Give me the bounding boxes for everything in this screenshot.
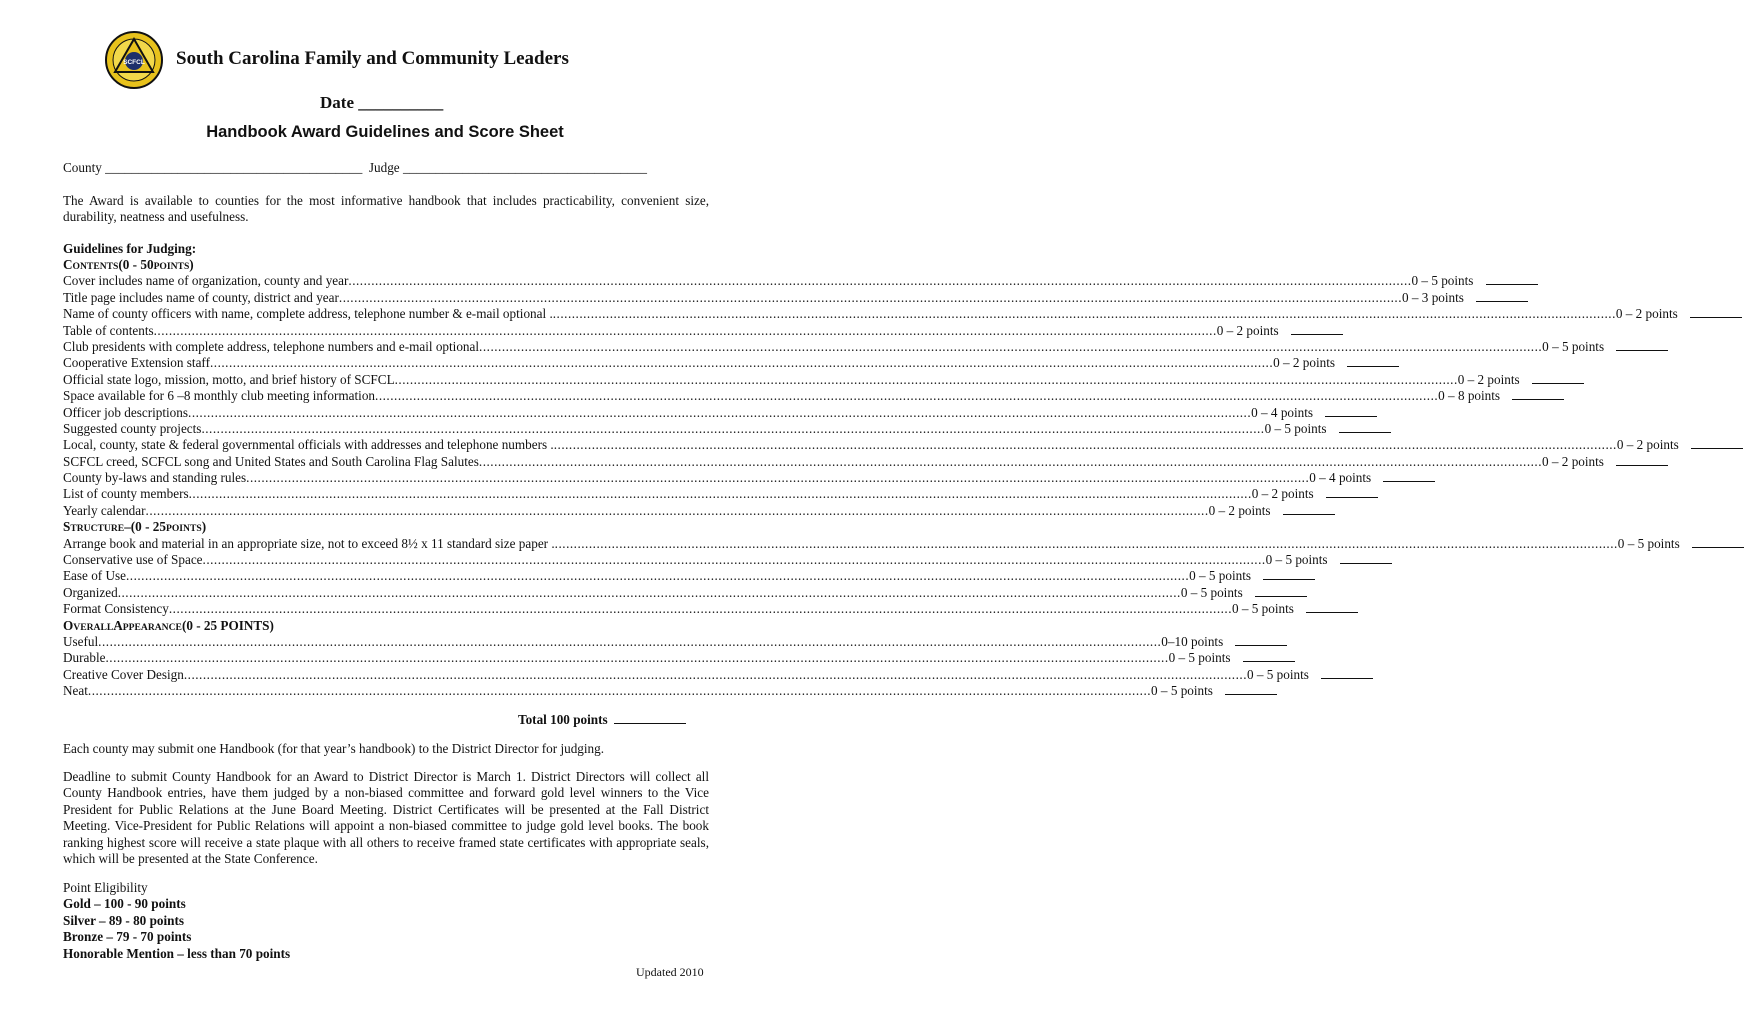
points-range: 0 – 5 points	[1232, 601, 1294, 617]
score-blank[interactable]	[1243, 650, 1295, 662]
score-blank[interactable]	[1325, 405, 1377, 417]
intro-paragraph: The Award is available to counties for the most informative handbook that includes practicability, convenient size, durability, neatness and usefulness.	[63, 193, 709, 225]
dot-leader	[88, 683, 1151, 699]
points-range: 0 – 5 points	[1264, 420, 1327, 436]
dot-leader	[203, 552, 1266, 568]
score-row	[63, 388, 1501, 404]
section-heading-part: PPEARANCE	[122, 621, 182, 633]
score-row	[63, 306, 1678, 322]
score-row	[63, 486, 1314, 502]
dot-leader	[188, 405, 1251, 421]
dot-leader	[395, 372, 1458, 388]
dot-leader	[184, 667, 1247, 683]
section-heading-part: (0 - 50	[118, 257, 154, 272]
score-row	[63, 322, 1279, 339]
points-range: 0 – 2 points	[1216, 322, 1279, 338]
score-blank[interactable]	[1616, 454, 1668, 466]
points-range: 0 – 2 points	[1457, 371, 1520, 387]
criterion-label: List of county members	[63, 486, 189, 502]
dot-leader	[169, 601, 1232, 617]
score-blank[interactable]	[1486, 273, 1538, 285]
county-judge-fields[interactable]: County _______________________________________ Judge _____________________________________	[63, 160, 647, 175]
scfcl-logo	[104, 30, 164, 90]
score-row	[63, 568, 1252, 584]
date-field[interactable]: Date __________	[320, 93, 444, 112]
points-range: 0 – 3 points	[1402, 289, 1464, 305]
points-range: 0 – 2 points	[1615, 306, 1678, 322]
criterion-label: Useful	[63, 633, 99, 649]
points-range: 0 – 2 points	[1273, 355, 1336, 371]
dot-leader	[201, 421, 1264, 437]
point-eligibility	[63, 880, 290, 962]
criterion-label: Organized	[63, 584, 118, 600]
points-range: 0 – 4 points	[1309, 470, 1372, 486]
score-row	[63, 650, 1231, 666]
total-label: Total 100 points	[518, 712, 608, 727]
criterion-label: Table of contents	[63, 322, 154, 338]
criterion-label: Name of county officers with name, complete address, telephone number & e-mail optional .	[63, 306, 553, 322]
dot-leader	[105, 650, 1168, 666]
score-blank[interactable]	[1340, 552, 1392, 564]
criterion-label: Club presidents with complete address, telephone numbers and e-mail optional	[63, 338, 480, 354]
points-range: 0 – 2 points	[1251, 486, 1314, 502]
score-row	[63, 338, 1605, 355]
criterion-label: SCFCL creed, SCFCL song and United States and South Carolina Flag Salutes	[63, 453, 479, 469]
criterion-label: Format Consistency	[63, 601, 169, 617]
criterion-label: Suggested county projects	[63, 420, 202, 436]
score-blank[interactable]	[1255, 585, 1307, 597]
dot-leader	[154, 323, 1217, 339]
eligibility-silver: Silver – 89 - 80 points	[63, 912, 185, 928]
score-row	[63, 371, 1520, 388]
submission-paragraph: Each county may submit one Handbook (for that year’s handbook) to the District Director for judging.	[63, 741, 605, 756]
points-range: 0 – 2 points	[1208, 502, 1271, 518]
logo-text: SCFCL	[123, 59, 145, 66]
score-row	[63, 683, 1213, 699]
points-range: 0 – 5 points	[1411, 273, 1474, 289]
total-blank[interactable]	[614, 712, 686, 724]
section-heading	[63, 257, 703, 273]
score-row	[63, 355, 1336, 371]
criterion-label: Neat	[63, 683, 88, 699]
score-row	[63, 552, 1328, 568]
section-heading-part: )	[189, 257, 194, 272]
section-heading-part: S	[63, 519, 71, 535]
dot-leader	[553, 306, 1616, 322]
section-heading-part: TRUCTURE	[70, 523, 125, 535]
score-row	[63, 420, 1327, 437]
dot-leader	[210, 355, 1273, 371]
criterion-label: Cooperative Extension staff	[63, 355, 210, 371]
score-blank[interactable]	[1532, 372, 1584, 384]
score-blank[interactable]	[1321, 667, 1373, 679]
points-range: 0 – 5 points	[1151, 683, 1213, 699]
score-row	[63, 502, 1271, 519]
score-row	[63, 535, 1680, 552]
score-row	[63, 601, 1294, 617]
score-table	[63, 257, 1680, 700]
points-range: 0 – 5 points	[1189, 568, 1252, 584]
dot-leader	[126, 568, 1189, 584]
criterion-label: Title page includes name of county, district and year	[63, 289, 339, 305]
dot-leader	[98, 634, 1161, 650]
score-blank[interactable]	[1692, 536, 1744, 548]
dot-leader	[554, 437, 1617, 453]
score-row	[63, 453, 1604, 470]
criterion-label: Durable	[63, 650, 106, 666]
points-range: 0–10 points	[1161, 633, 1224, 649]
dot-leader	[348, 273, 1411, 289]
criterion-label: Official state logo, mission, motto, and brief history of SCFCL	[63, 371, 395, 387]
criterion-label: Local, county, state & federal governmental officials with addresses and telephone numbers .	[63, 437, 554, 453]
score-row	[63, 470, 1372, 486]
score-blank[interactable]	[1512, 388, 1564, 400]
score-blank[interactable]	[1291, 323, 1343, 335]
criterion-label: Conservative use of Space	[63, 552, 203, 568]
section-heading-part: A	[113, 617, 123, 633]
score-row	[63, 404, 1314, 421]
page-title: Handbook Award Guidelines and Score Sheet	[206, 123, 564, 141]
score-blank[interactable]	[1235, 634, 1287, 646]
total-row	[518, 712, 686, 728]
dot-leader	[339, 290, 1402, 306]
section-heading-part: ONTENTS	[72, 261, 119, 272]
score-blank[interactable]	[1326, 486, 1378, 498]
score-blank[interactable]	[1690, 306, 1742, 318]
deadline-paragraph: Deadline to submit County Handbook for an Award to District Director is March 1. District Directors will collect all County Handbook entries, have them judged by a non-biased committee and forward gold level winners to the Vice President for Public Relations at the June Board Meeting. District Certificates will be presented at the Fall District Meeting. Vice-President for Public Relations will appoint a non-biased committee to judge gold level books. The book ranking highest score will receive a state plaque with all others to receive framed state certificates with appropriate seals, which will be presented at the State Conference.	[63, 769, 709, 867]
points-range: 0 – 5 points	[1246, 666, 1309, 682]
dot-leader	[246, 470, 1309, 486]
score-blank[interactable]	[1616, 339, 1668, 351]
points-range: 0 – 4 points	[1251, 404, 1314, 420]
section-heading-part: VERALL	[73, 621, 114, 633]
points-range: 0 – 5 points	[1265, 552, 1328, 568]
eligibility-honorable: Honorable Mention – less than 70 points	[63, 945, 291, 961]
score-blank[interactable]	[1283, 503, 1335, 515]
section-heading-part: –(0 - 25	[124, 519, 166, 535]
score-blank[interactable]	[1691, 437, 1743, 449]
updated-note: Updated 2010	[636, 965, 704, 979]
points-range: 0 – 2 points	[1616, 437, 1679, 453]
section-heading-part: POINTS	[165, 523, 202, 535]
score-blank[interactable]	[1476, 290, 1528, 302]
points-range: 0 – 5 points	[1617, 535, 1680, 551]
score-blank[interactable]	[1347, 355, 1399, 367]
score-row	[63, 273, 1474, 289]
score-blank[interactable]	[1339, 421, 1391, 433]
criterion-label: Officer job descriptions	[63, 404, 189, 420]
score-row	[63, 666, 1309, 683]
criterion-label: Ease of Use	[63, 568, 126, 584]
dot-leader	[118, 585, 1181, 601]
criterion-label: County by-laws and standing rules	[63, 470, 247, 486]
points-range: 0 – 5 points	[1180, 584, 1243, 600]
guidelines-heading: Guidelines for Judging:	[63, 241, 197, 256]
dot-leader	[479, 339, 1542, 355]
criterion-label: Arrange book and material in an appropriate size, not to exceed 8½ x 11 standard size paper .	[63, 535, 555, 551]
dot-leader	[479, 454, 1542, 470]
org-title: South Carolina Family and Community Leaders	[176, 48, 569, 69]
eligibility-heading: Point Eligibility	[63, 880, 148, 895]
score-row	[63, 289, 1464, 306]
criterion-label: Space available for 6 –8 monthly club meeting information	[63, 388, 376, 404]
criterion-label: Creative Cover Design	[63, 666, 184, 682]
score-row	[63, 437, 1679, 453]
section-heading	[63, 618, 703, 634]
score-row	[63, 584, 1243, 601]
points-range: 0 – 5 points	[1168, 650, 1231, 666]
points-range: 0 – 8 points	[1438, 388, 1501, 404]
dot-leader	[146, 503, 1209, 519]
score-row	[63, 633, 1224, 650]
section-heading-part: )	[201, 519, 207, 535]
section-heading-part: O	[63, 617, 74, 633]
points-range: 0 – 5 points	[1542, 338, 1605, 354]
criterion-label: Yearly calendar	[63, 502, 146, 518]
dot-leader	[375, 388, 1438, 404]
section-heading-part: POINTS	[153, 261, 190, 272]
points-range: 0 – 2 points	[1542, 453, 1604, 469]
dot-leader	[189, 486, 1252, 502]
criterion-label: Cover includes name of organization, county and year	[63, 273, 349, 289]
score-blank[interactable]	[1263, 568, 1315, 580]
score-blank[interactable]	[1383, 470, 1435, 482]
section-heading	[63, 519, 703, 535]
dot-leader	[555, 536, 1618, 552]
score-blank[interactable]	[1225, 683, 1277, 695]
score-blank[interactable]	[1306, 601, 1358, 613]
eligibility-bronze: Bronze – 79 - 70 points	[63, 929, 192, 945]
eligibility-gold: Gold – 100 - 90 points	[63, 896, 186, 912]
section-heading-part: (0 - 25 POINTS)	[181, 617, 274, 633]
section-heading-part: C	[63, 257, 73, 272]
